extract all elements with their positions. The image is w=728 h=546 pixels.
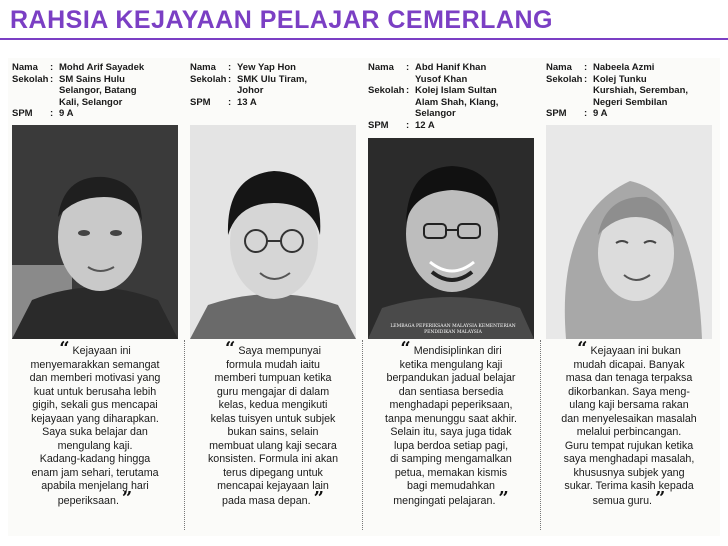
student-info [190,62,358,108]
student-name: Mohd Arif Sayadek [59,62,145,73]
student-photo [368,138,534,339]
school-label: Sekolah [546,73,583,85]
spm-label: SPM [190,96,211,108]
student-photo [12,125,178,339]
open-quote-icon: “ [577,338,588,359]
student-photo [190,125,356,339]
student-info [368,62,536,131]
student-info [546,62,714,120]
colon: : [584,62,588,73]
open-quote-icon: “ [400,338,411,359]
close-quote-icon: ” [655,487,666,509]
colon: : [584,108,588,119]
student-name: Abd Hanif Khan Yusof Khan [415,62,487,85]
colon: : [50,108,54,119]
student-spm-result: 9 A [59,108,74,119]
name-label: Nama [546,62,572,73]
student-spm-result: 9 A [593,108,608,119]
student-spm-result: 13 A [237,96,257,108]
spm-label: SPM [12,108,33,119]
open-quote-icon: “ [225,338,236,359]
name-label: Nama [12,62,38,73]
colon: : [50,73,54,85]
student-quote: “ Mendisiplinkan diri ketika mengulang kaji berpandukan jadual belajar dan sentiasa bersedia menghadapi peperiksaan, tanpa menunggu saat akhir. Selain itu, saya juga tidak lupa berdoa setiap pagi, di samping mengamalkan petua, memakan kismis bagi memudahkan mengingati pelajaran. ” [385,338,517,509]
student-quote: “ Kejayaan ini bukan mudah dicapai. Banyak masa dan tenaga terpaksa dikorbankan. Saya meng- ulang kaji bersama rakan dan menyelesaikan masalah melalui perbincangan. Guru tempat rujukan ketika saya menghadapi masalah, khususnya subjek yang sukar. Terima kasih kepada semua guru. ” [561,338,697,509]
student-quote: “ Saya mempunyai formula mudah iaitu memberi tumpuan ketika guru mengajar di dalam kelas, kedua mengikuti kelas tuisyen untuk subjek bukan sains, selain membuat ulang kaji secara konsisten. Formula ini akan terus dipegang untuk mencapai kejayaan lain pada masa depan. ” [207,338,339,509]
school-label: Sekolah [12,73,49,85]
student-info [12,62,180,120]
student-photo [546,125,712,339]
colon: : [50,62,54,73]
colon: : [228,62,232,73]
close-quote-icon: ” [498,487,509,509]
student-column-4 [542,58,716,536]
column-divider [540,340,541,530]
colon: : [228,96,232,108]
student-name: Nabeela Azmi [593,62,655,73]
colon: : [406,62,410,73]
banner-caption: LEMBAGA PEPERIKSAAN MALAYSIA KEMENTERIAN PENDIDIKAN MALAYSIA [390,324,516,335]
close-quote-icon: ” [313,487,324,509]
student-school: Kolej Tunku Kurshiah, Seremban, Negeri Sembilan [593,73,689,108]
open-quote-icon: “ [59,338,70,359]
colon: : [406,85,410,96]
spm-label: SPM [368,119,389,131]
student-school: SM Sains Hulu Selangor, Batang Kali, Selangor [59,73,137,108]
student-spm-result: 12 A [415,119,435,131]
colon: : [406,119,410,131]
student-name: Yew Yap Hon [237,62,296,73]
title-underline [0,38,728,40]
colon: : [228,73,232,85]
student-column-1 [8,58,182,536]
student-column-2 [186,58,360,536]
school-label: Sekolah [368,85,405,96]
page-title: RAHSIA KEJAYAAN PELAJAR CEMERLANG [10,6,553,34]
colon: : [584,73,588,85]
name-label: Nama [190,62,216,73]
spm-label: SPM [546,108,567,119]
close-quote-icon: ” [121,487,133,509]
school-label: Sekolah [190,73,227,85]
column-divider [362,340,363,530]
student-quote: “ Kejayaan ini menyemarakkan semangat dan memberi motivasi yang kuat untuk berusaha lebih gigih, sekali gus mencapai kejayaan yang diharapkan. Saya suka belajar dan mengulang kaji. Kadang-kadang hingga enam jam sehari, terutama apabila menjelang hari peperiksaan. ” [29,338,161,509]
student-school: SMK Ulu Tiram, Johor [237,73,308,96]
student-school: Kolej Islam Sultan Alam Shah, Klang, Selangor [415,85,499,119]
name-label: Nama [368,62,394,73]
column-divider [184,340,185,530]
student-column-3 [364,58,538,536]
newspaper-clipping [8,58,720,536]
